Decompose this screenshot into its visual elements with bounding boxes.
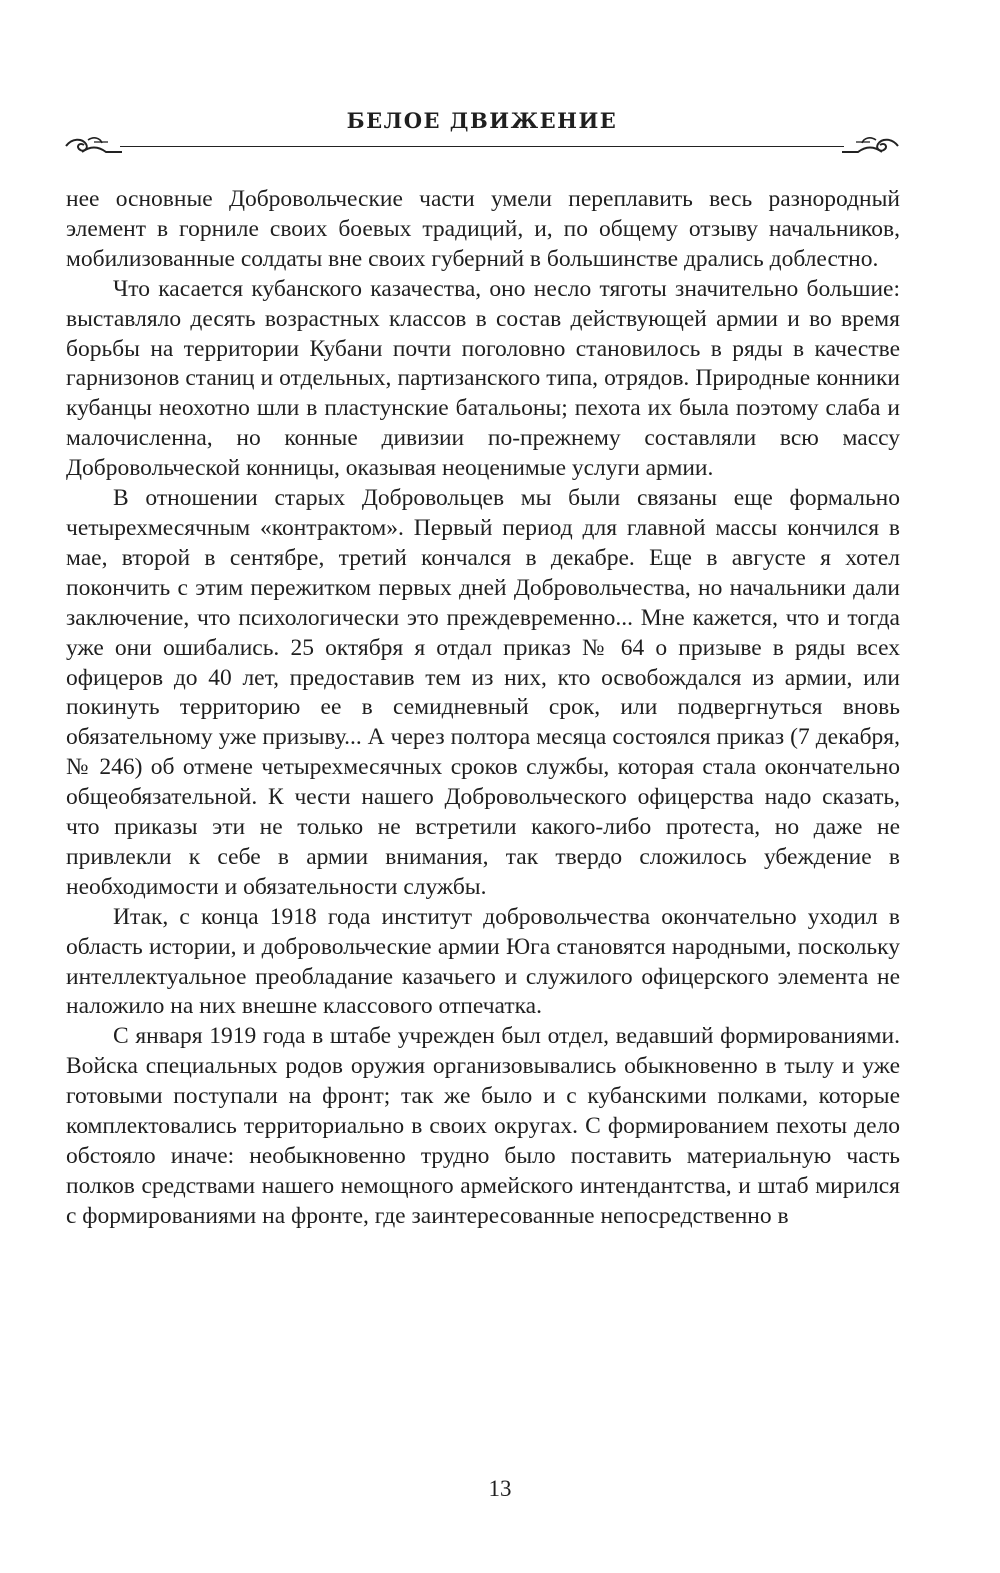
paragraph: нее основные Добровольческие части умели переплавить весь разнородный элемент в горниле своих боевых традиций, и, по общему отзыву начальников, мобилизованные солдаты вне своих губерний в большинстве дрались доблестно. xyxy=(66,186,900,272)
body-text xyxy=(66,185,900,1450)
running-title: БЕЛОЕ ДВИЖЕНИЕ xyxy=(346,108,618,133)
paragraph: Итак, с конца 1918 года институт добровольчества окончательно уходил в область истории, и добровольческие армии Юга становятся народными, поскольку интеллектуальное преобладание казачьего и служилого офицерского элемента не наложило на них внешне классового отпечатка. xyxy=(66,903,900,1020)
paragraph: В отношении старых Добровольцев мы были связаны еще формально четырехмесячным «контрактом». Первый период для главной массы кончился в мае, второй в сентябре, третий кончался в декабре. Еще в августе я хотел покончить с этим пережитком первых дней Добровольчества, но начальники дали заключение, что психологически это преждевременно... Мне кажется, что и тогда уже они ошибались. 25 октября я отдал приказ № 64 о призыве в ряды всех офицеров до 40 лет, предоставив тем из них, кто освобождался из армии, или покинуть территорию ее в семидневный срок, или подвергнуться вновь обязательному уже призыву... А через полтора месяца состоялся приказ (7 декабря, № 246) об отмене четырехмесячных сроков службы, которая стала окончательно общеобязательной. К чести нашего Добровольческого офицерства надо сказать, что приказы эти не только не встретили какого-либо протеста, но даже не привлекли к себе в армии внимания, так твердо сложилось убеждение в необходимости и обязательности службы. xyxy=(66,485,900,900)
header-rule xyxy=(120,146,844,147)
scroll-ornament-left-icon xyxy=(62,130,124,158)
page-number: 13 xyxy=(488,1476,512,1501)
paragraph: С января 1919 года в штабе учрежден был отдел, ведавший формированиями. Войска специальных родов оружия организовывались обыкновенно в тылу и уже готовыми поступали на фронт; так же было и с кубанскими полками, которые комплектовались территориально в своих округах. С формированием пехоты дело обстояло иначе: необыкновенно трудно было поставить материальную часть полков средствами нашего немощного армейского интендантства, и штаб мирился с формированиями на фронте, где заинтересованные непосредственно в xyxy=(66,1023,900,1229)
paragraph: Что касается кубанского казачества, оно несло тяготы значительно большие: выставляло десять возрастных классов в состав действующей армии и во время борьбы на территории Кубани почти поголовно становилось в ряды в качестве гарнизонов станиц и отдельных, партизанского типа, отрядов. Природные конники кубанцы неохотно шли в пластунские батальоны; пехота их была поэтому слаба и малочисленна, но конные дивизии по-прежнему составляли всю массу Добровольческой конницы, оказывая неоценимые услуги армии. xyxy=(66,275,900,482)
scroll-ornament-right-icon xyxy=(840,130,902,158)
page-header xyxy=(62,108,902,158)
